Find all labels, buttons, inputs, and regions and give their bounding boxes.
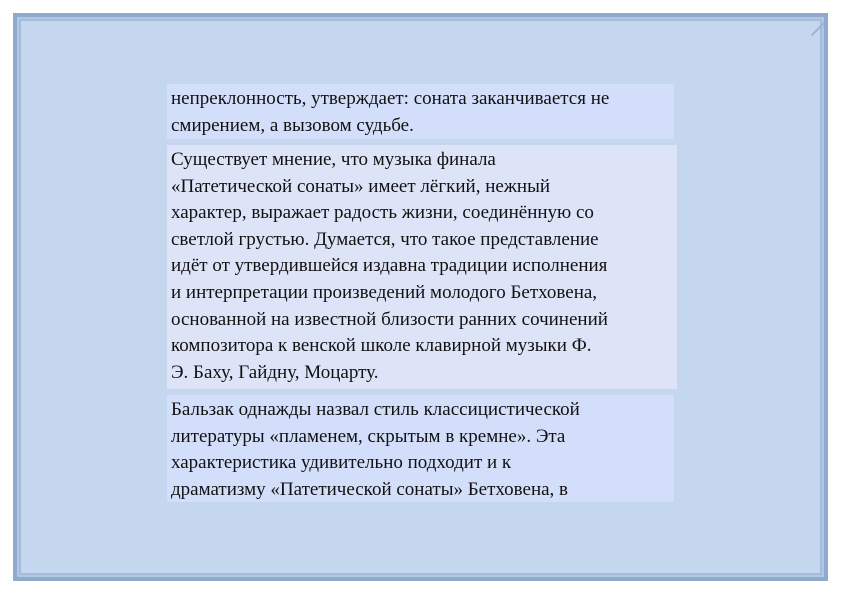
text-line: «Патетической сонаты» имеет лёгкий, нежный: [171, 175, 551, 197]
text-line: характер, выражает радость жизни, соединённую со: [171, 202, 594, 224]
text-line: Существует мнение, что музыка финала: [171, 149, 496, 170]
text-line: светлой грустью. Думается, что такое представление: [171, 228, 599, 250]
text-block-3: [167, 395, 674, 502]
text-line: литературы «пламенем, скрытым в кремне». Эта: [171, 425, 566, 447]
text-line: композитора к венской школе клавирной музыки Ф.: [171, 335, 592, 357]
text-line: смирением, а вызовом судьбе.: [171, 114, 414, 136]
text-block-1: [167, 84, 674, 139]
text-line: идёт от утвердившейся издавна традиции исполнения: [171, 255, 608, 277]
text-line: Э. Баху, Гайдну, Моцарту.: [171, 361, 379, 383]
text-line: основанной на известной близости ранних сочинений: [171, 308, 608, 330]
text-line: непреклонность, утверждает: соната заканчивается не: [171, 88, 610, 109]
corner-decoration: [804, 17, 824, 37]
text-line: Бальзак однажды назвал стиль классицистической: [171, 399, 580, 420]
text-block-2: [167, 145, 677, 389]
text-line: характеристика удивительно подходит и к: [171, 452, 512, 474]
text-line: и интерпретации произведений молодого Бетховена,: [171, 281, 598, 303]
text-line: драматизму «Патетической сонаты» Бетховена, в: [171, 478, 569, 500]
